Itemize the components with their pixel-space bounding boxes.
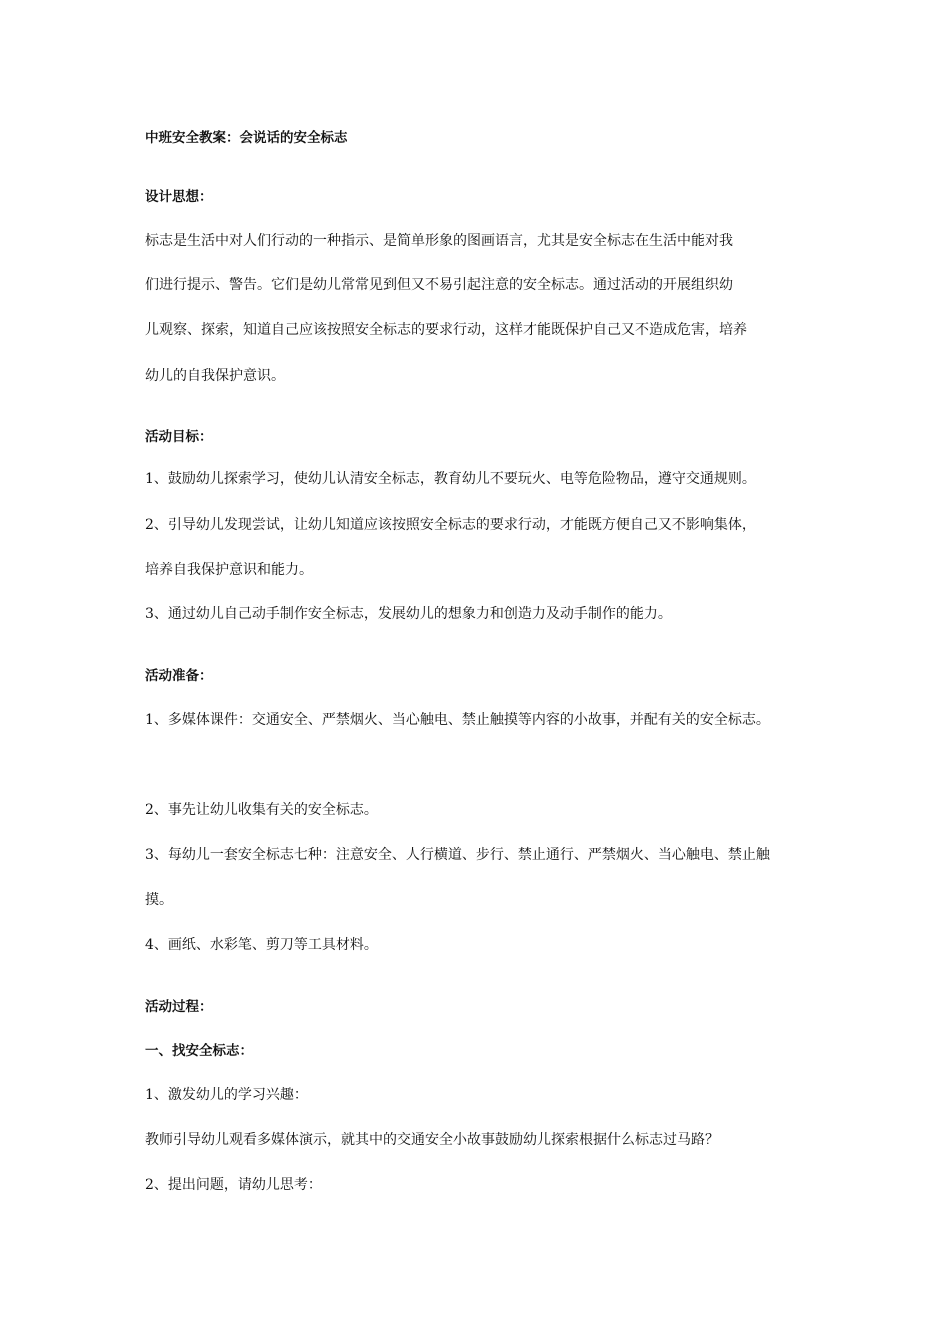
design-paragraph-line: 幼儿的自我保护意识。 [145,368,285,384]
design-paragraph-line: 标志是生活中对人们行动的一种指示、是简单形象的图画语言，尤其是安全标志在生活中能对我 [145,233,733,249]
prep-heading: 活动准备： [145,668,213,684]
goal-item: 2、引导幼儿发现尝试，让幼儿知道应该按照安全标志的要求行动，才能既方便自己又不影响集体， [145,517,756,533]
process-item: 2、提出问题，请幼儿思考： [145,1177,322,1193]
prep-item: 1、多媒体课件：交通安全、严禁烟火、当心触电、禁止触摸等内容的小故事，并配有关的安全标志。 [145,712,770,728]
goal-item: 3、通过幼儿自己动手制作安全标志，发展幼儿的想象力和创造力及动手制作的能力。 [145,606,672,622]
design-heading: 设计思想： [145,189,213,205]
goals-heading: 活动目标： [145,429,213,445]
prep-item: 4、画纸、水彩笔、剪刀等工具材料。 [145,937,378,953]
process-subheading: 一、找安全标志： [145,1043,253,1059]
process-item: 1、激发幼儿的学习兴趣： [145,1087,308,1103]
prep-item: 2、事先让幼儿收集有关的安全标志。 [145,802,378,818]
prep-item: 3、每幼儿一套安全标志七种：注意安全、人行横道、步行、禁止通行、严禁烟火、当心触电、禁止触 [145,847,770,863]
goal-item-continued: 培养自我保护意识和能力。 [145,562,313,578]
design-paragraph-line: 们进行提示、警告。它们是幼儿常常见到但又不易引起注意的安全标志。通过活动的开展组织幼 [145,277,733,293]
process-heading: 活动过程： [145,999,213,1015]
prep-item-continued: 摸。 [145,892,173,908]
goal-item: 1、鼓励幼儿探索学习，使幼儿认清安全标志，教育幼儿不要玩火、电等危险物品，遵守交通规则。 [145,471,756,487]
document-title: 中班安全教案：会说话的安全标志 [145,130,348,146]
design-paragraph-line: 儿观察、探索，知道自己应该按照安全标志的要求行动，这样才能既保护自己又不造成危害，培养 [145,322,747,338]
process-item: 教师引导幼儿观看多媒体演示，就其中的交通安全小故事鼓励幼儿探索根据什么标志过马路？ [145,1132,719,1148]
